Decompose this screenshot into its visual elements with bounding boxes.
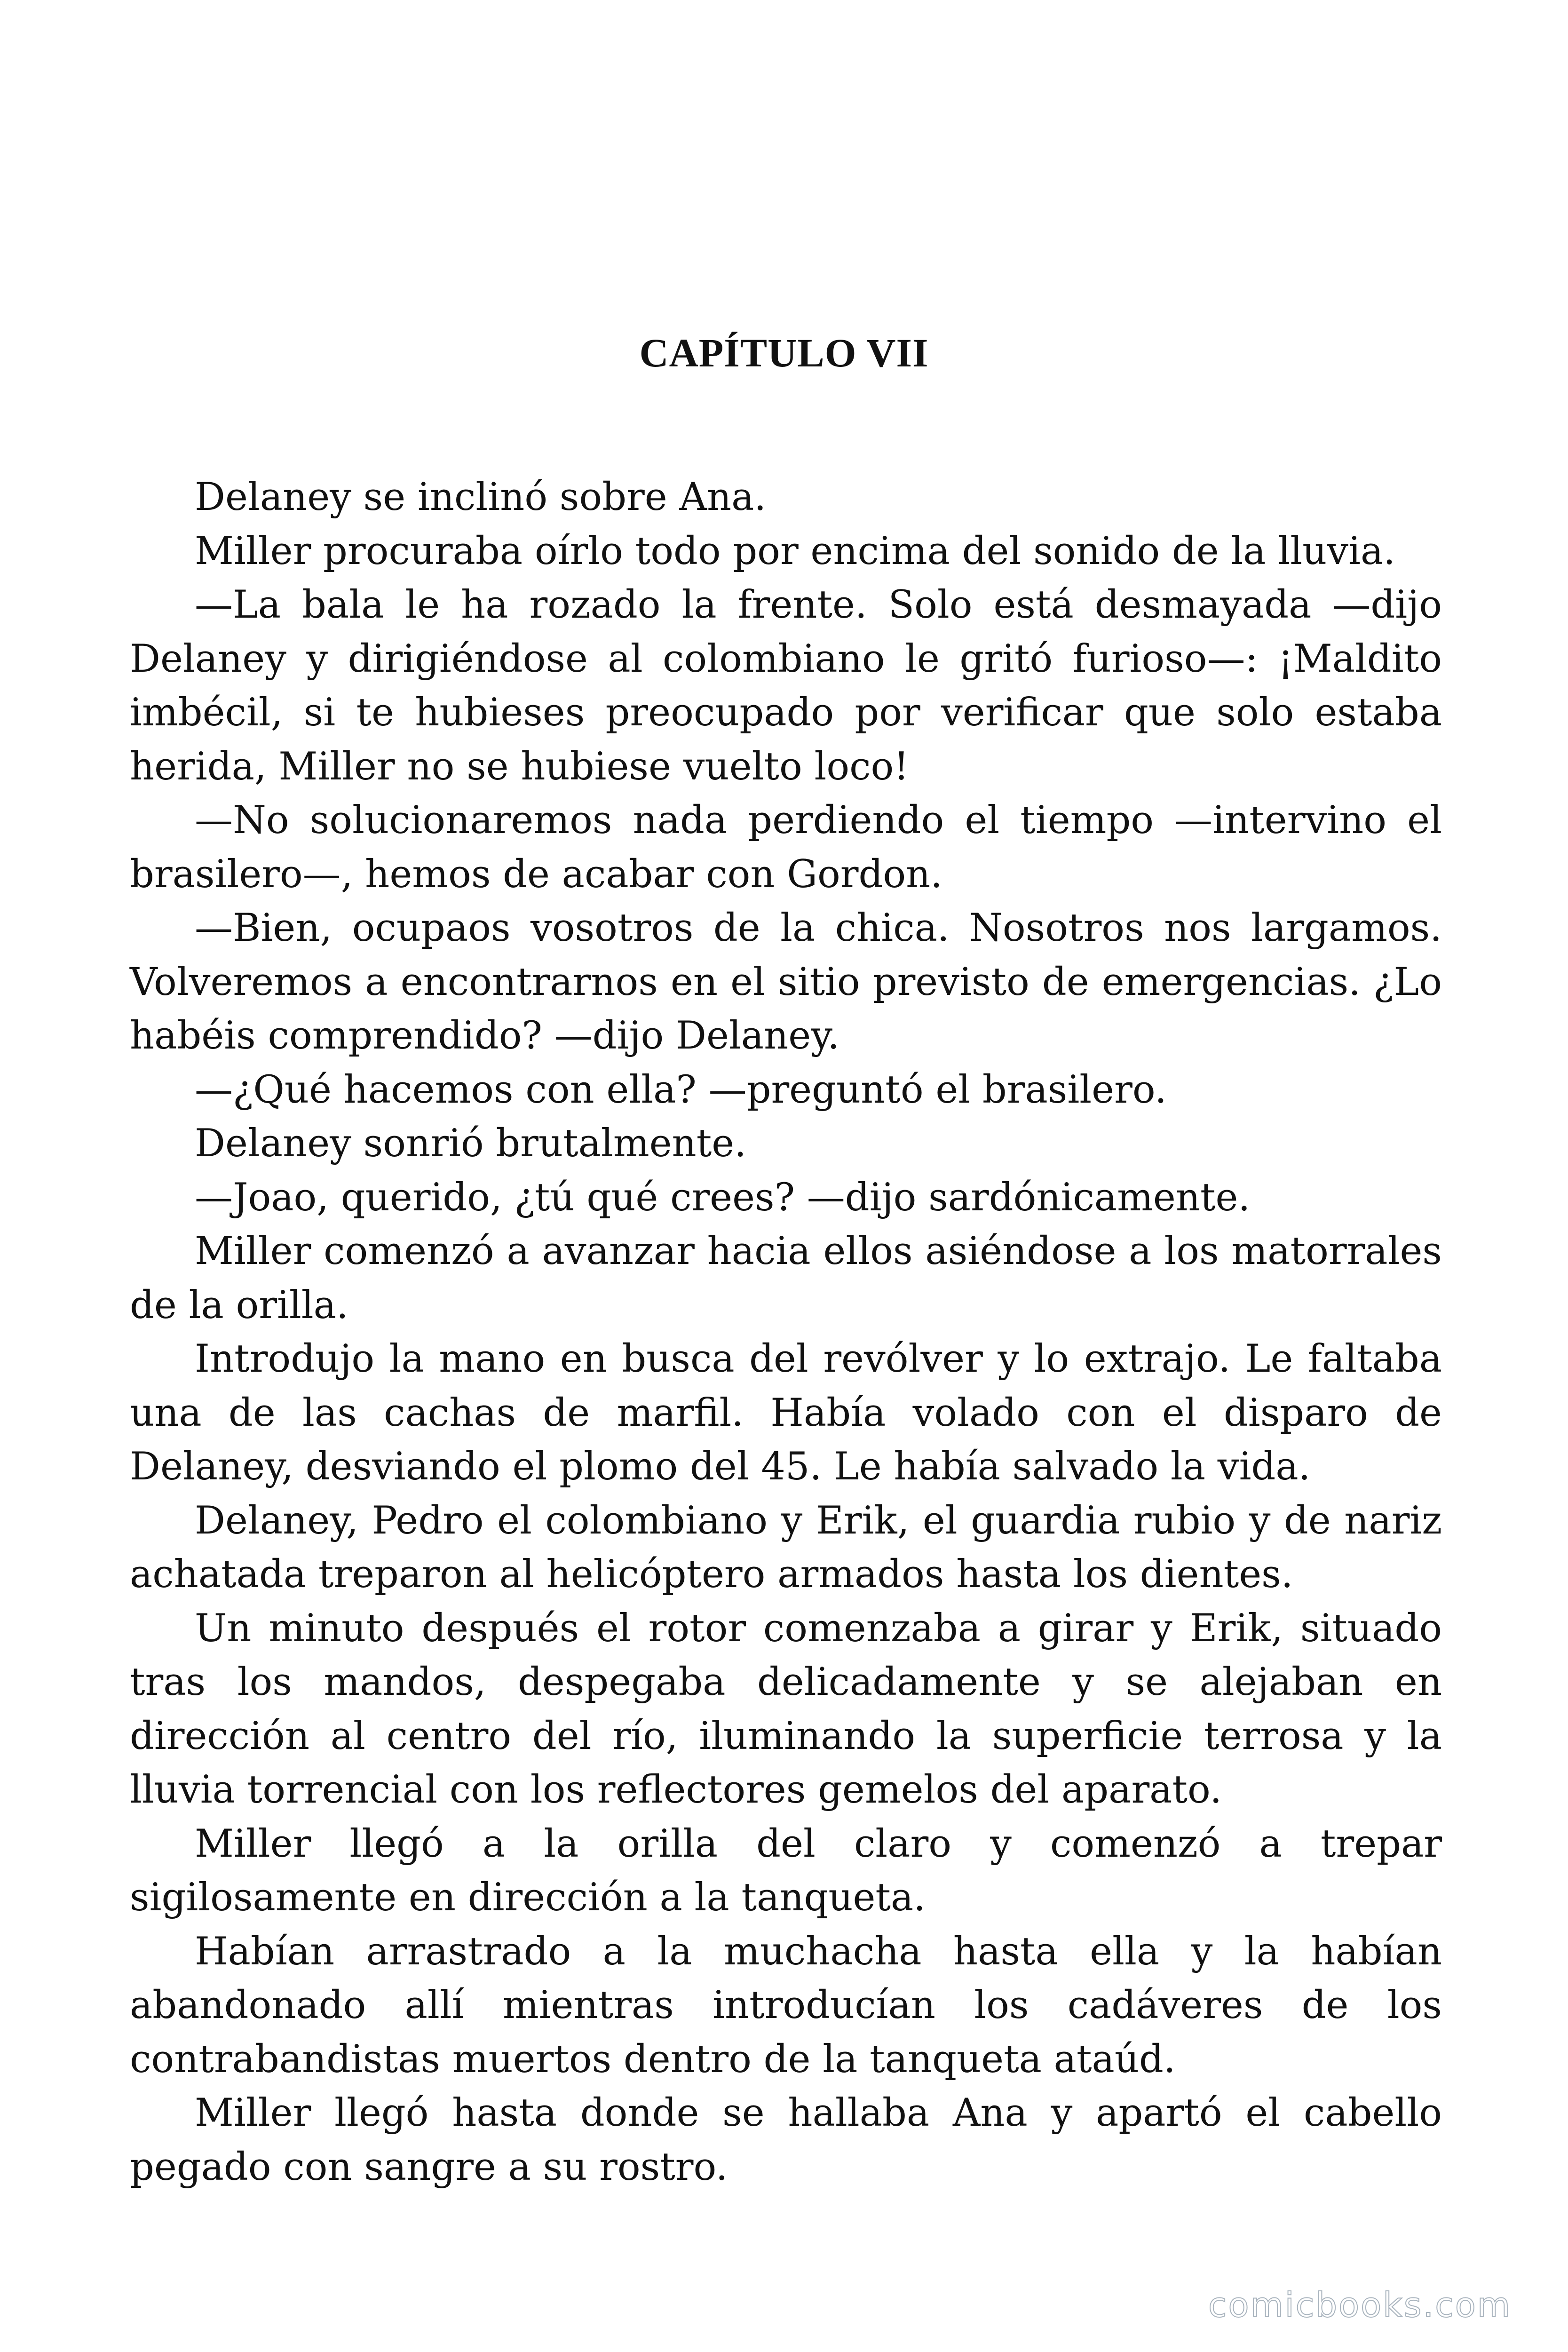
chapter-title: CAPÍTULO VII xyxy=(639,330,929,375)
paragraph: Introdujo la mano en busca del revólver y lo extrajo. Le faltaba una de las cachas de marfil. Había volado con el disparo de Delaney, desviando el plomo del 45. Le había salvado la vida. xyxy=(130,1337,1442,1489)
paragraph: Miller llegó a la orilla del claro y comenzó a trepar sigilosamente en dirección a la tanqueta. xyxy=(130,1821,1442,1920)
paragraph: Miller procuraba oírlo todo por encima del sonido de la lluvia. xyxy=(195,529,1396,573)
watermark-text: comicbooks.com xyxy=(1208,2285,1512,2325)
paragraph: —Joao, querido, ¿tú qué crees? —dijo sardónicamente. xyxy=(195,1175,1251,1220)
paragraph: Miller llegó hasta donde se hallaba Ana y apartó el cabello pegado con sangre a su rostro. xyxy=(130,2091,1442,2189)
paragraph: Habían arrastrado a la muchacha hasta ella y la habían abandonado allí mientras introducían los cadáveres de los contrabandistas muertos dentro de la tanqueta ataúd. xyxy=(130,1929,1442,2082)
chapter-body xyxy=(130,470,1442,2194)
paragraph: —La bala le ha rozado la frente. Solo está desmayada —dijo Delaney y dirigiéndose al colombiano le gritó furioso—: ¡Maldito imbécil, si te hubieses preocupado por verificar que solo estaba herida, Miller no se hubiese vuelto loco! xyxy=(130,583,1442,789)
paragraph: —No solucionaremos nada perdiendo el tiempo —intervino el brasilero—, hemos de acabar con Gordon. xyxy=(130,798,1442,897)
paragraph: Un minuto después el rotor comenzaba a girar y Erik, situado tras los mandos, despegaba delicadamente y se alejaban en dirección al centro del río, iluminando la superficie terrosa y la lluvia torrencial con los reflectores gemelos del aparato. xyxy=(130,1606,1442,1812)
paragraph: Delaney, Pedro el colombiano y Erik, el guardia rubio y de nariz achatada treparon al helicóptero armados hasta los dientes. xyxy=(130,1498,1442,1597)
paragraph: —Bien, ocupaos vosotros de la chica. Nosotros nos largamos. Volveremos a encontrarnos en el sitio previsto de emergencias. ¿Lo habéis comprendido? —dijo Delaney. xyxy=(130,906,1442,1058)
paragraph: —¿Qué hacemos con ella? —preguntó el brasilero. xyxy=(195,1067,1167,1112)
paragraph: Miller comenzó a avanzar hacia ellos asiéndose a los matorrales de la orilla. xyxy=(130,1229,1442,1327)
paragraph: Delaney sonrió brutalmente. xyxy=(195,1121,746,1166)
paragraph: Delaney se inclinó sobre Ana. xyxy=(195,475,767,519)
